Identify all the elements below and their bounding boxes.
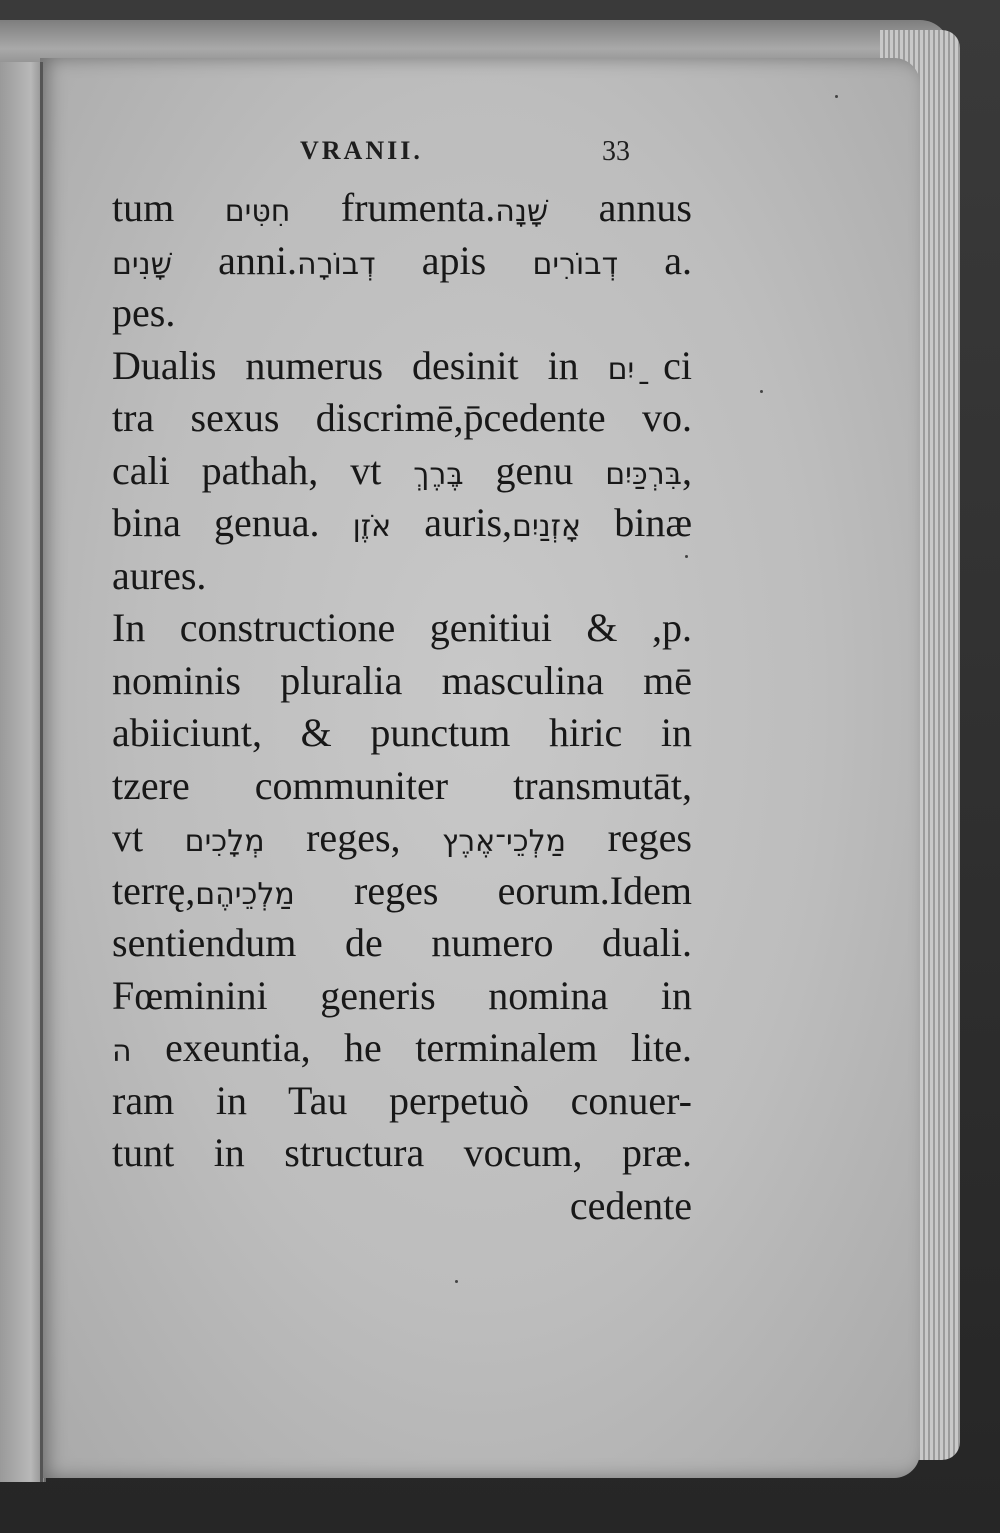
hebrew-word: חִטִּים [224,194,291,229]
running-title: VRANII. [300,136,423,165]
hebrew-word: שָׁנָה [495,194,549,229]
hebrew-word: מַלְכֵיהֶם [195,876,295,912]
latin-text: , [682,447,692,493]
latin-text: reges eorum.Idem [294,867,692,913]
latin-text: bina genua. [112,500,353,545]
latin-text: Dualis numerus desinit in [112,342,608,388]
text-line [112,1022,692,1075]
text-line [112,235,692,288]
latin-text: exeuntia, he terminalem lite. [131,1025,692,1070]
latin-text: In constructione genitiui & ,p. [112,605,692,650]
hebrew-word: בִּרְכַּיִם [605,456,682,492]
paper-speck [835,95,838,98]
latin-text: Fœminini generis nomina in [112,972,692,1018]
text-line [112,445,692,498]
text-line [112,1180,692,1233]
latin-text: frumenta. [290,185,496,230]
hebrew-word: שָׁנִים [112,246,172,282]
hebrew-word: דְבוֹרָה [297,246,376,282]
latin-text: abiiciunt, & punctum hiric in [112,710,692,755]
latin-text: auris, [391,500,513,545]
text-line [112,760,692,813]
latin-text: reges [566,815,692,860]
latin-text: ram in Tau perpetuò conuer- [112,1077,692,1123]
text-line [112,917,692,970]
text-line [112,970,692,1023]
paper-speck [455,1280,458,1283]
hebrew-word: ה [112,1034,132,1069]
hebrew-word: מְלָכִים [184,824,265,859]
latin-text: reges, [264,815,443,860]
latin-text: terrę, [112,867,196,913]
latin-text: genu [463,447,606,493]
latin-text: cali pathah, vt [112,447,414,493]
latin-text: nominis pluralia masculina mē [112,657,692,703]
text-line [112,865,692,918]
text-line [112,1127,692,1180]
text-line [112,550,692,603]
page-header [300,136,640,176]
text-line [112,497,692,550]
latin-text: tzere communiter transmutāt, [112,762,692,808]
text-line [112,707,692,760]
latin-text: apis [375,237,533,283]
hebrew-word: מַלְכֵי־אֶרֶץ [442,824,567,859]
latin-text: anni. [171,237,298,283]
latin-text: cedente [569,1182,692,1228]
text-line [112,812,692,865]
text-line [112,287,692,340]
hebrew-word: בֶּרֶךְ [413,456,464,492]
latin-text: vt [112,815,185,860]
body-text [112,182,692,1232]
latin-text: tum [112,185,225,230]
latin-text: aures. [112,552,207,598]
hebrew-word: ַיִם [607,351,635,387]
hebrew-word: אֹזֶן [352,509,392,544]
latin-text: a. [617,237,692,283]
latin-text: pes. [112,290,176,335]
text-line [112,182,692,235]
page-number: 33 [602,136,630,167]
text-line [112,1075,692,1128]
text-line [112,655,692,708]
latin-text: tra sexus discrimē,p̄cedente vo. [112,395,692,440]
latin-text: tunt in structura vocum, præ. [112,1130,692,1175]
gutter-line [40,62,43,1482]
paper-speck [685,555,688,558]
hebrew-word: אָזְנַיִם [512,509,582,544]
latin-text: ci [634,342,692,388]
latin-text: sentiendum de numero duali. [112,920,692,965]
latin-text: binæ [581,500,692,545]
text-line [112,340,692,393]
text-line [112,602,692,655]
paper-speck [760,390,763,393]
latin-text: annus [548,185,692,230]
hebrew-word: דְבוֹרִים [532,246,618,282]
text-line [112,392,692,445]
